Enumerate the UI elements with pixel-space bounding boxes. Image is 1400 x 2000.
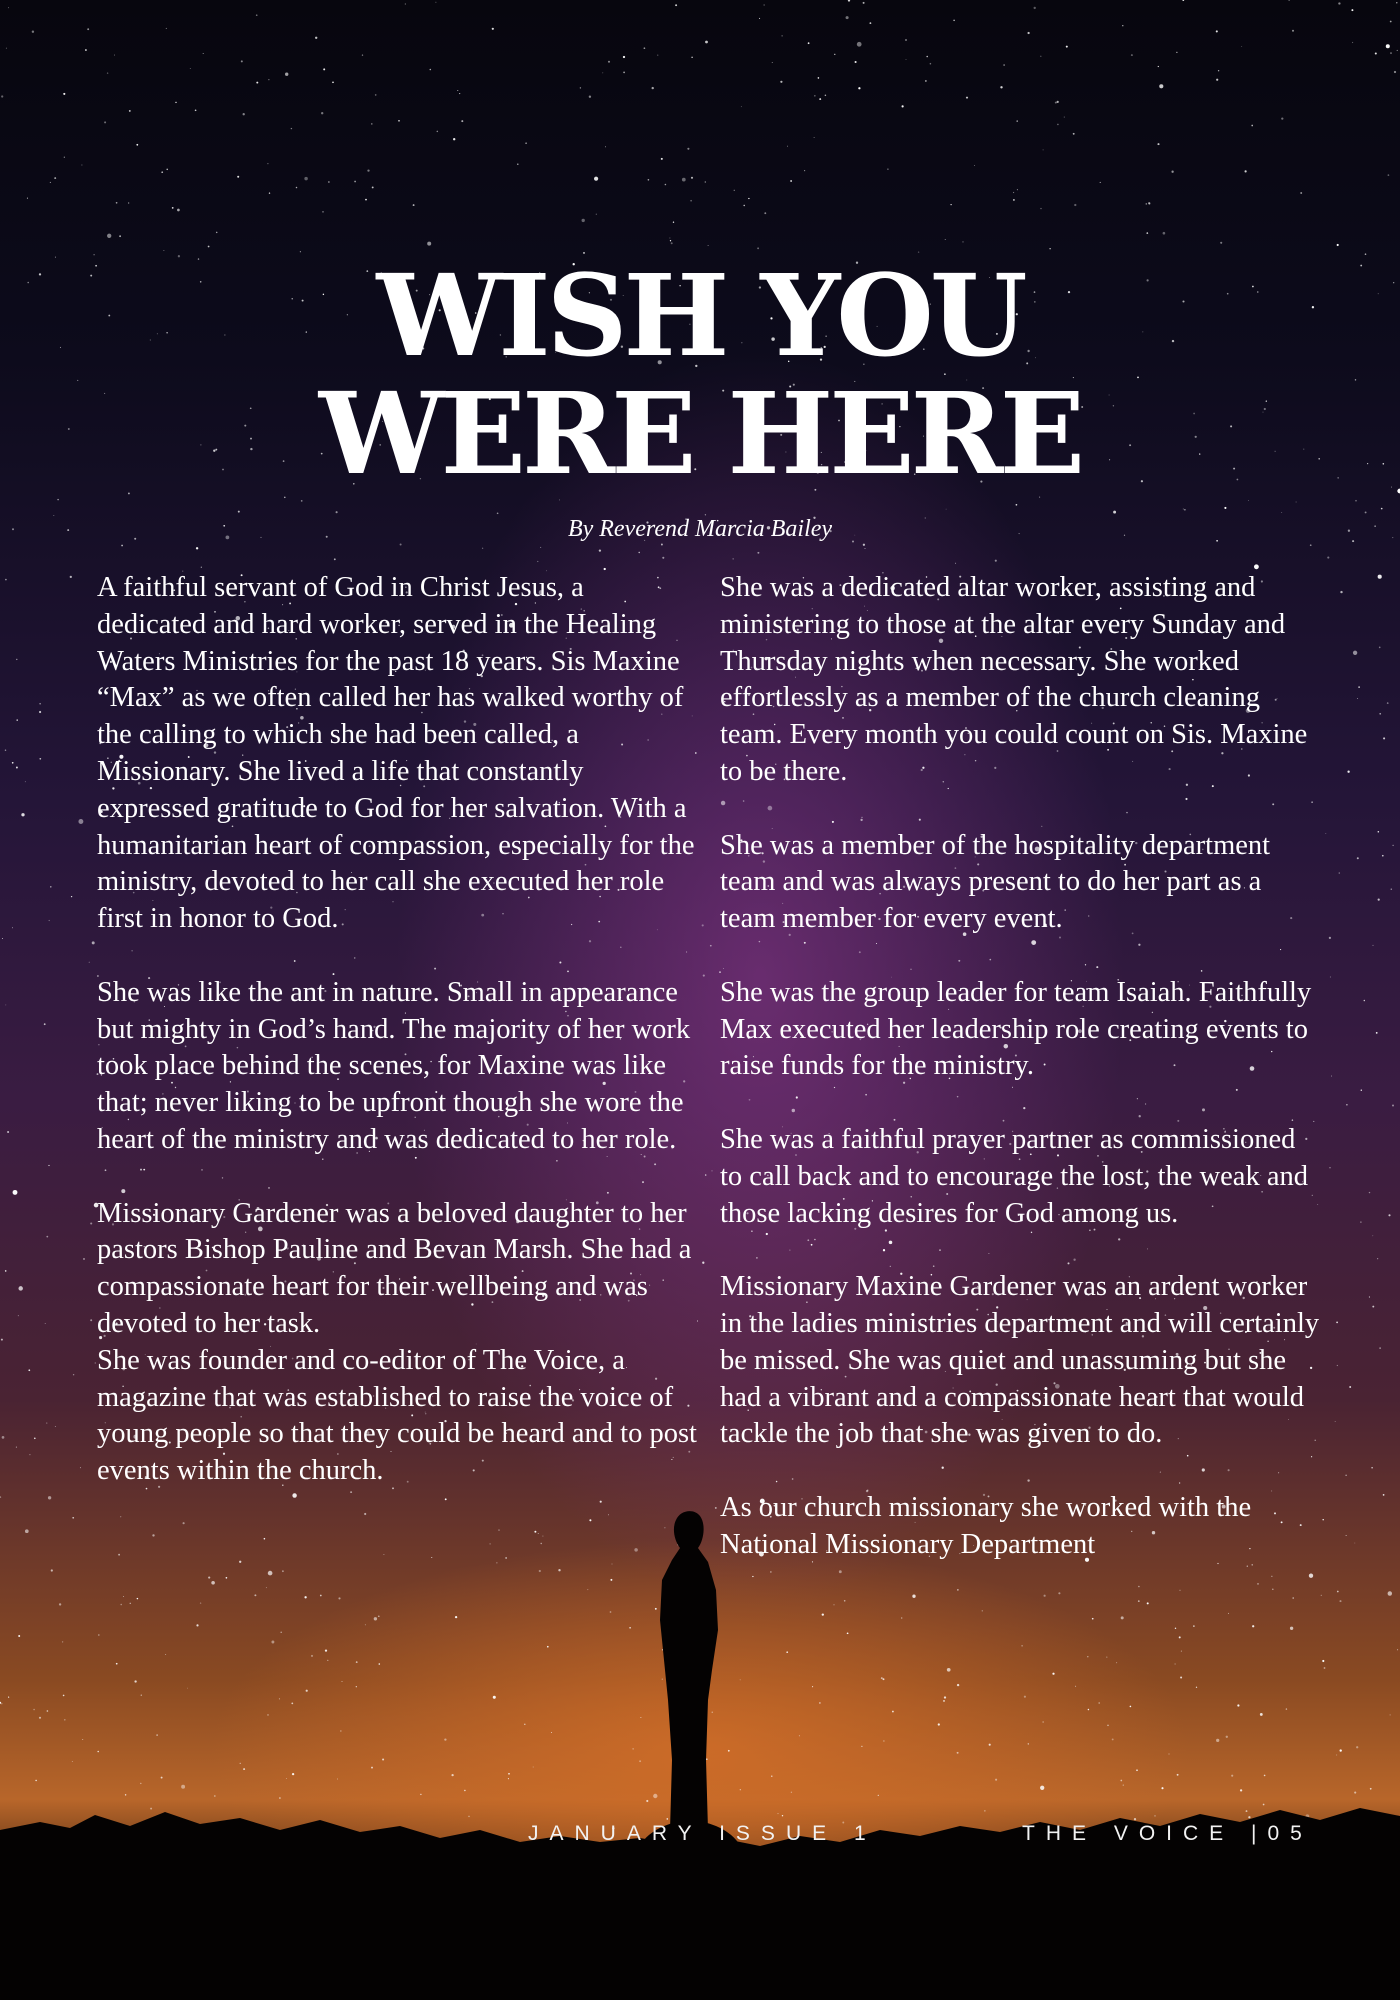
title-line-1: WISH YOU — [376, 251, 1024, 382]
left-column — [97, 570, 697, 1527]
footer-page-number: THE VOICE |05 — [1022, 1822, 1313, 1845]
left-paragraph-2: She was like the ant in nature. Small in appearance but mighty in God’s hand. The majority of her work took place behind the scenes, for Maxine was like that; never liking to be upfront though she wore the heart of the ministry and was dedicated to her role. — [97, 976, 691, 1155]
left-paragraph-1: A faithful servant of God in Christ Jesus, a dedicated and hard worker, served in the Healing Waters Ministries for the past 18 years. Sis Maxine “Max” as we often called her has walked worthy of the calling to which she had been called, a Missionary. She lived a life that constantly expressed gratitude to God for her salvation. With a humanitarian heart of compassion, especially for the ministry, devoted to her call she executed her role first in honor to God. — [97, 572, 695, 935]
right-paragraph-5: Missionary Maxine Gardener was an ardent worker in the ladies ministries department and will certainly be missed. She was quiet and unassuming but she had a vibrant and a compassionate heart that would tackle the job that she was given to do. — [720, 1271, 1320, 1450]
title-line-2: WERE HERE — [318, 369, 1082, 500]
byline: By Reverend Marcia Bailey — [567, 516, 833, 542]
left-paragraph-4: She was founder and co-editor of The Voice, a magazine that was established to raise the voice of young people so that they could be heard and to post events within the church. — [97, 1344, 697, 1487]
right-paragraph-4: She was a faithful prayer partner as commissioned to call back and to encourage the lost, the weak and those lacking desires for God among us. — [720, 1123, 1308, 1229]
right-paragraph-3: She was the group leader for team Isaiah. Faithfully Max executed her leadership role creating events to raise funds for the ministry. — [720, 976, 1312, 1082]
right-column — [720, 570, 1320, 1600]
right-paragraph-1: She was a dedicated altar worker, assisting and ministering to those at the altar every Sunday and Thursday nights when necessary. She worked effortlessly as a member of the church cleaning team. Every month you could count on Sis. Maxine to be there. — [720, 572, 1308, 787]
article-title — [0, 251, 1400, 500]
left-paragraph-3: Missionary Gardener was a beloved daughter to her pastors Bishop Pauline and Bevan Marsh. She had a compassionate heart for their wellbeing and was devoted to her task. — [97, 1197, 692, 1339]
right-paragraph-6: As our church missionary she worked with the National Missionary Department — [720, 1491, 1252, 1560]
right-paragraph-2: She was a member of the hospitality department team and was always present to do her part as a team member for every event. — [720, 829, 1271, 935]
footer-issue: JANUARY ISSUE 1 — [528, 1822, 877, 1845]
